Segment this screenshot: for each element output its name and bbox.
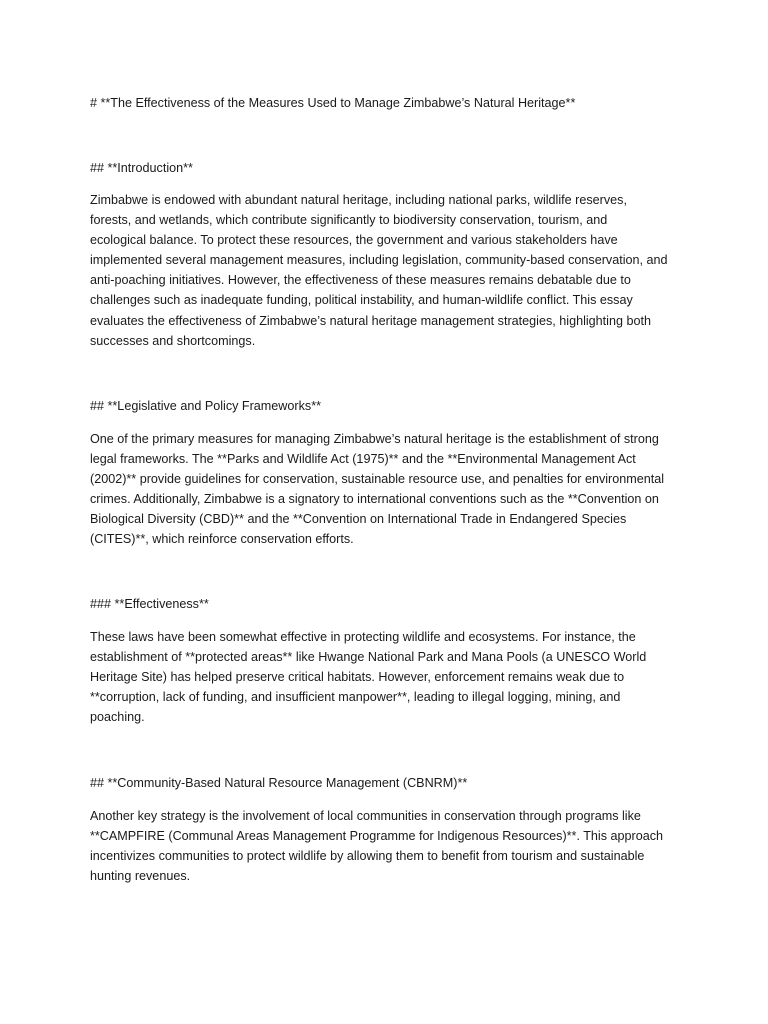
paragraph-line: hunting revenues.	[90, 869, 191, 884]
paragraph-line: Zimbabwe is endowed with abundant natural heritage, including national parks, wildlife reserves,	[90, 193, 627, 207]
section-heading-cbnrm: ## **Community-Based Natural Resource Management (CBNRM)**	[90, 776, 468, 790]
section-heading-introduction: ## **Introduction**	[90, 161, 193, 175]
paragraph-line: (2002)** provide guidelines for conservation, sustainable resource use, and penalties for environmental	[90, 472, 665, 487]
paragraph-line: crimes. Additionally, Zimbabwe is a signatory to international conventions such as the **Convention on	[90, 492, 659, 507]
paragraph-cbnrm	[90, 806, 680, 886]
paragraph-line: **corruption, lack of funding, and insufficient manpower**, leading to illegal logging, mining, and	[90, 690, 621, 705]
paragraph-line: anti-poaching initiatives. However, the effectiveness of these measures remains debatable due to	[90, 273, 631, 288]
paragraph-line: poaching.	[90, 710, 145, 725]
paragraph-line: incentivizes communities to protect wildlife by allowing them to benefit from tourism and sustainable	[90, 849, 645, 864]
paragraph-line: successes and shortcomings.	[90, 333, 256, 348]
paragraph-line: ecological balance. To protect these resources, the government and various stakeholders have	[90, 233, 618, 248]
paragraph-line: challenges such as inadequate funding, political instability, and human-wildlife conflict. This essay	[90, 293, 633, 308]
paragraph-line: establishment of **protected areas** like Hwange National Park and Mana Pools (a UNESCO World	[90, 650, 647, 665]
paragraph-line: (CITES)**, which reinforce conservation efforts.	[90, 532, 354, 547]
paragraph-line: evaluates the effectiveness of Zimbabwe’s natural heritage management strategies, highlighting both	[90, 313, 651, 328]
paragraph-line: implemented several management measures, including legislation, community-based conservation, and	[90, 253, 668, 268]
section-heading-legislative-frameworks: ## **Legislative and Policy Frameworks**	[90, 399, 321, 413]
section-heading-effectiveness: ### **Effectiveness**	[90, 597, 209, 611]
paragraph-line: forests, and wetlands, which contribute significantly to biodiversity conservation, tourism, and	[90, 213, 608, 228]
paragraph-line: One of the primary measures for managing Zimbabwe’s natural heritage is the establishment of strong	[90, 432, 659, 446]
paragraph-line: These laws have been somewhat effective in protecting wildlife and ecosystems. For instance, the	[90, 630, 636, 644]
paragraph-line: legal frameworks. The **Parks and Wildlife Act (1975)** and the **Environmental Management Act	[90, 452, 636, 467]
paragraph-line: **CAMPFIRE (Communal Areas Management Programme for Indigenous Resources)**. This approach	[90, 829, 664, 844]
paragraph-legislative-frameworks	[90, 429, 680, 550]
paragraph-line: Biological Diversity (CBD)** and the **Convention on International Trade in Endangered Species	[90, 512, 627, 527]
paragraph-introduction	[90, 190, 680, 351]
paragraph-effectiveness	[90, 627, 680, 727]
paragraph-line: Another key strategy is the involvement of local communities in conservation through programs like	[90, 809, 641, 823]
document-title: # **The Effectiveness of the Measures Used to Manage Zimbabwe’s Natural Heritage**	[90, 96, 576, 110]
paragraph-line: Heritage Site) has helped preserve critical habitats. However, enforcement remains weak due to	[90, 670, 625, 685]
